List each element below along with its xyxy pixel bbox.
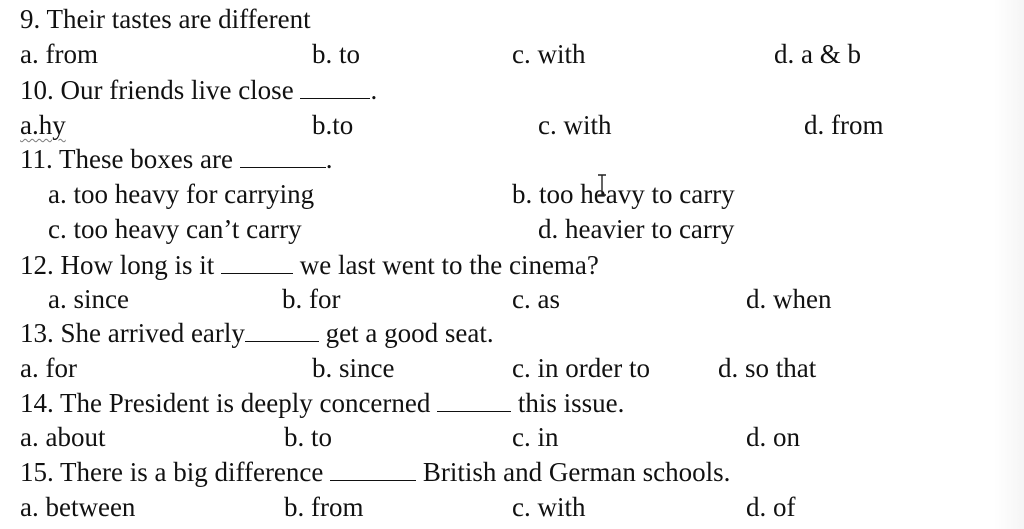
answer-blank: [245, 319, 319, 342]
question-9-stem: [20, 2, 311, 36]
option-d: d. on: [746, 422, 800, 452]
question-10-options: [0, 108, 1024, 142]
question-11-stem: [20, 142, 332, 176]
option-b: b. too heavy to carry: [512, 179, 735, 209]
question-15-stem: [20, 455, 730, 489]
option-b: b. to: [284, 422, 333, 452]
question-text: Their tastes are different: [46, 4, 311, 34]
option-b: b. for: [282, 284, 341, 314]
option-a: a. for: [20, 353, 77, 383]
question-text-after: .: [325, 144, 333, 174]
question-number: 9.: [20, 4, 41, 34]
answer-blank: [221, 251, 293, 274]
option-c: c. as: [512, 284, 560, 314]
option-a: a. since: [48, 284, 129, 314]
question-text-after: we last went to the cinema?: [299, 250, 599, 280]
question-text-after: British and German schools.: [422, 457, 731, 487]
option-a: a. between: [20, 492, 136, 522]
question-number: 15.: [20, 457, 54, 487]
question-10: [0, 73, 1024, 107]
question-13: [0, 316, 1024, 350]
question-12: [0, 248, 1024, 282]
question-text-after: .: [370, 75, 378, 105]
answer-blank: [437, 389, 511, 412]
question-11: [0, 142, 1024, 176]
question-11-options-row-2: [0, 212, 1024, 246]
question-number: 10.: [20, 75, 54, 105]
option-c: c. with: [512, 39, 586, 69]
option-d: d. of: [746, 492, 796, 522]
question-number: 12.: [20, 250, 54, 280]
option-c: c. with: [538, 110, 612, 140]
question-9: [0, 2, 1024, 36]
question-number: 11.: [20, 144, 53, 174]
option-b: b. since: [312, 353, 395, 383]
option-d: d. so that: [718, 353, 817, 383]
option-a: a. from: [20, 39, 98, 69]
question-9-options: [0, 37, 1024, 71]
question-text: These boxes are: [59, 144, 233, 174]
question-text: Our friends live close: [60, 75, 294, 105]
option-c: c. in: [512, 422, 559, 452]
question-text-after: get a good seat.: [325, 318, 494, 348]
question-number: 14.: [20, 388, 54, 418]
question-text: The President is deeply concerned: [60, 388, 431, 418]
question-text-after: this issue.: [517, 388, 625, 418]
option-d: d. a & b: [774, 39, 861, 69]
question-15-options: [0, 490, 1024, 524]
option-c: c. with: [512, 492, 586, 522]
option-d: d. when: [746, 284, 832, 314]
option-d: d. heavier to carry: [538, 214, 735, 244]
option-b: b.to: [312, 110, 354, 140]
question-14-options: [0, 420, 1024, 454]
answer-blank: [330, 458, 416, 481]
option-b: b. to: [312, 39, 361, 69]
option-d: d. from: [804, 110, 884, 140]
option-c: c. in order to: [512, 353, 650, 383]
question-text: How long is it: [60, 250, 215, 280]
question-10-stem: [20, 73, 377, 107]
option-a: a. too heavy for carrying: [48, 179, 315, 209]
text-cursor-icon: [596, 174, 608, 196]
question-12-options: [0, 282, 1024, 316]
question-15: [0, 455, 1024, 489]
answer-blank: [240, 145, 326, 168]
question-number: 13.: [20, 318, 54, 348]
answer-blank: [300, 76, 370, 99]
question-13-stem: [20, 316, 494, 350]
question-text: There is a big difference: [60, 457, 324, 487]
question-14-stem: [20, 386, 624, 420]
option-a: a.hy: [20, 110, 66, 140]
question-13-options: [0, 351, 1024, 385]
option-a: a. about: [20, 422, 106, 452]
option-c: c. too heavy can’t carry: [48, 214, 302, 244]
option-b: b. from: [284, 492, 364, 522]
question-12-stem: [20, 248, 599, 282]
edge-shading: [994, 0, 1024, 529]
question-text: She arrived early: [60, 318, 245, 348]
question-14: [0, 386, 1024, 420]
question-11-options-row-1: [0, 177, 1024, 211]
